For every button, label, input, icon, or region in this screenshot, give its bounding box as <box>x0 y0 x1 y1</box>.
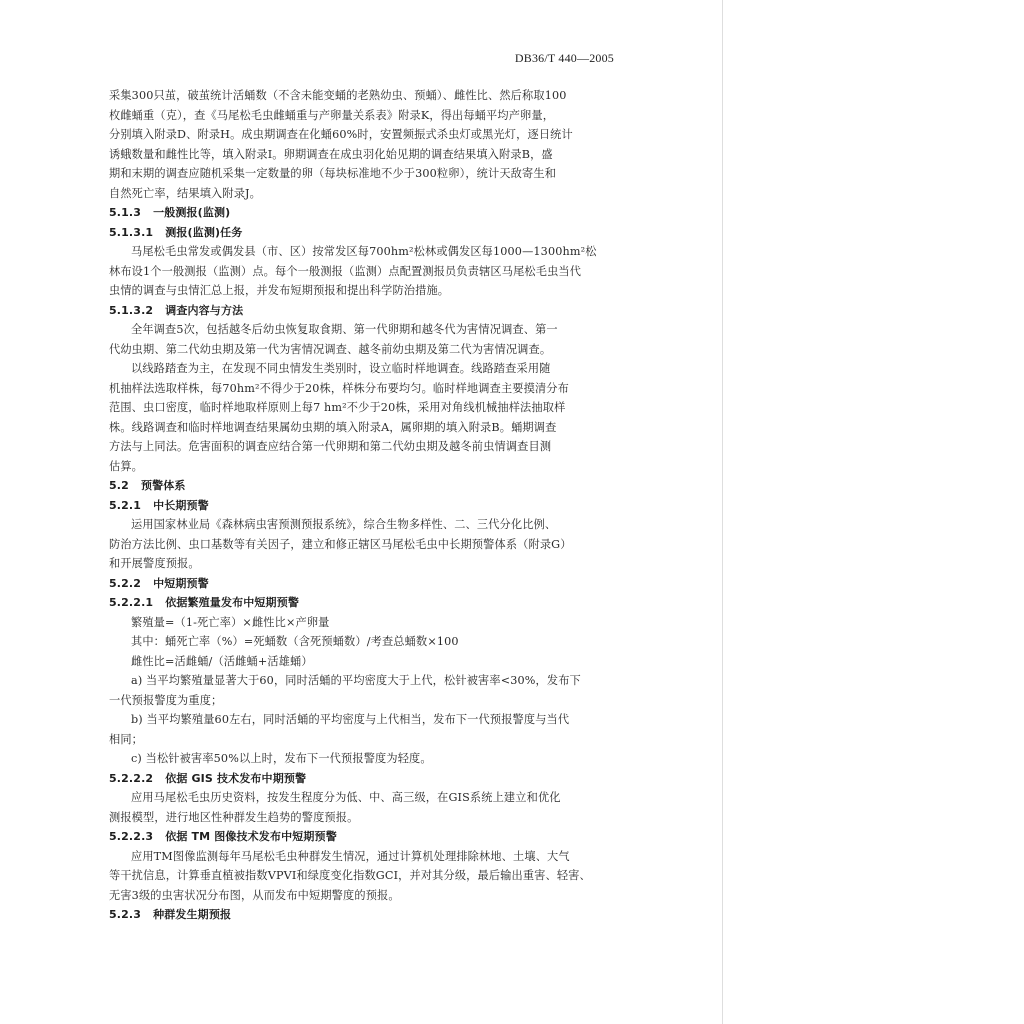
text-line: 繁殖量=（1-死亡率）×雌性比×产卵量 <box>131 615 330 629</box>
section-title: 依据 GIS 技术发布中期预警 <box>165 771 307 785</box>
text-line: 株。线路调查和临时样地调查结果属幼虫期的填入附录A，属卵期的填入附录B。蛹期调查 <box>109 420 557 434</box>
section-title: 种群发生期预报 <box>153 908 232 921</box>
text-line: 范围、虫口密度，临时样地取样原则上每7 hm²不少于20株，采用对角线机械抽样法抽取样 <box>109 401 566 414</box>
section-number: 5.2.2.2 <box>109 771 154 785</box>
text-line: 诱蛾数量和雌性比等，填入附录I。卵期调查在成虫羽化始见期的调查结果填入附录B，盛 <box>109 147 553 161</box>
section-title: 依据繁殖量发布中短期预警 <box>165 596 300 609</box>
section-heading <box>109 476 609 496</box>
text-line: 分别填入附录D、附录H。成虫期调查在化蛹60%时，安置频振式杀虫灯或黑光灯，逐日统计 <box>109 128 573 141</box>
text-line: 马尾松毛虫常发或偶发县（市、区）按常发区每700hm²松林或偶发区每1000—1300hm²松 <box>131 245 597 258</box>
section-title: 中短期预警 <box>153 576 209 590</box>
section-number: 5.1.3.1 <box>109 225 154 239</box>
text-line: 采集300只茧，破茧统计活蛹数（不含未能变蛹的老熟幼虫、预蛹）、雌性比、然后称取100 <box>109 89 567 102</box>
section-number: 5.2.1 <box>109 498 142 512</box>
text-line: 期和末期的调查应随机采集一定数量的卵（每块标准地不少于300粒卵），统计天敌寄生和 <box>109 167 557 180</box>
section-title: 一般测报(监测) <box>153 206 231 219</box>
text-line: 相同； <box>109 732 144 746</box>
section-heading <box>109 301 609 321</box>
section-heading <box>109 496 609 516</box>
text-line: 防治方法比例、虫口基数等有关因子，建立和修正辖区马尾松毛虫中长期预警体系（附录G） <box>109 537 572 551</box>
section-title: 依据 TM 图像技术发布中短期预警 <box>165 830 337 843</box>
section-title: 中长期预警 <box>153 498 209 512</box>
text-line: 其中：蛹死亡率（%）=死蛹数（含死预蛹数）/考查总蛹数×100 <box>131 635 459 648</box>
text-line: 应用马尾松毛虫历史资料，按发生程度分为低、中、高三级，在GIS系统上建立和优化 <box>131 791 561 804</box>
text-line: 方法与上同法。危害面积的调查应结合第一代卵期和第二代幼虫期及越冬前虫情调查目测 <box>109 440 552 453</box>
section-number: 5.2.3 <box>109 908 142 921</box>
text-line: 和开展警度预报。 <box>109 557 200 570</box>
text-line: 雌性比=活雌蛹/（活雌蛹+活雄蛹） <box>131 654 313 668</box>
section-number: 5.1.3.2 <box>109 303 154 317</box>
blank-area <box>723 0 1024 1024</box>
text-line: 枚雌蛹重（克），查《马尾松毛虫雌蛹重与产卵量关系表》附录K，得出每蛹平均产卵量， <box>109 108 555 122</box>
text-line: 虫情的调查与虫情汇总上报，并发布短期预报和提出科学防治措施。 <box>109 284 450 297</box>
text-line: 自然死亡率，结果填入附录J。 <box>109 186 262 200</box>
section-title: 测报(监测)任务 <box>165 225 243 239</box>
section-heading <box>109 203 609 223</box>
text-line: 应用TM图像监测每年马尾松毛虫种群发生情况，通过计算机处理排除林地、土壤、大气 <box>131 849 570 863</box>
text-line: 代幼虫期、第二代幼虫期及第一代为害情况调查、越冬前幼虫期及第二代为害情况调查。 <box>109 342 552 356</box>
text-line: 测报模型，进行地区性种群发生趋势的警度预报。 <box>109 810 359 824</box>
section-number: 5.2.2 <box>109 576 142 590</box>
section-number: 5.1.3 <box>109 206 142 219</box>
text-line: 机抽样法选取样株，每70hm²不得少于20株，样株分布要均匀。临时样地调查主要摸清分布 <box>109 381 569 395</box>
section-heading <box>109 223 609 243</box>
text-line: 全年调查5次，包括越冬后幼虫恢复取食期、第一代卵期和越冬代为害情况调查、第一 <box>131 323 558 336</box>
page-body <box>109 86 609 925</box>
section-heading <box>109 593 609 613</box>
section-number: 5.2.2.3 <box>109 830 154 843</box>
text-line: 估算。 <box>109 459 144 473</box>
text-line: 以线路踏查为主，在发现不同虫情发生类别时，设立临时样地调查。线路踏查采用随 <box>131 362 551 375</box>
section-title: 预警体系 <box>140 479 186 492</box>
section-number: 5.2 <box>109 479 129 492</box>
section-title: 调查内容与方法 <box>165 303 244 317</box>
section-heading <box>109 574 609 594</box>
text-line: 林布设1个一般测报（监测）点。每个一般测报（监测）点配置测报员负责辖区马尾松毛虫当代 <box>109 264 582 278</box>
text-line: c) 当松针被害率50%以上时，发布下一代预报警度为轻度。 <box>131 752 432 765</box>
section-heading <box>109 905 609 925</box>
text-line: a) 当平均繁殖量显著大于60，同时活蛹的平均密度大于上代，松针被害率<30%，发布下 <box>131 674 581 687</box>
text-line: b) 当平均繁殖量60左右，同时活蛹的平均密度与上代相当，发布下一代预报警度与当代 <box>131 713 570 726</box>
text-line: 一代预报警度为重度； <box>109 693 223 707</box>
document-code: DB36/T 440—2005 <box>514 51 614 65</box>
text-line: 无害3级的虫害状况分布图，从而发布中短期警度的预报。 <box>109 888 400 902</box>
section-heading <box>109 769 609 789</box>
text-line: 运用国家林业局《森林病虫害预测预报系统》，综合生物多样性、二、三代分化比例、 <box>131 518 557 531</box>
text-line: 等干扰信息，计算垂直植被指数VPVI和绿度变化指数GCI，并对其分级，最后输出重害、轻害、 <box>109 869 591 882</box>
section-heading <box>109 827 609 847</box>
section-number: 5.2.2.1 <box>109 596 154 609</box>
